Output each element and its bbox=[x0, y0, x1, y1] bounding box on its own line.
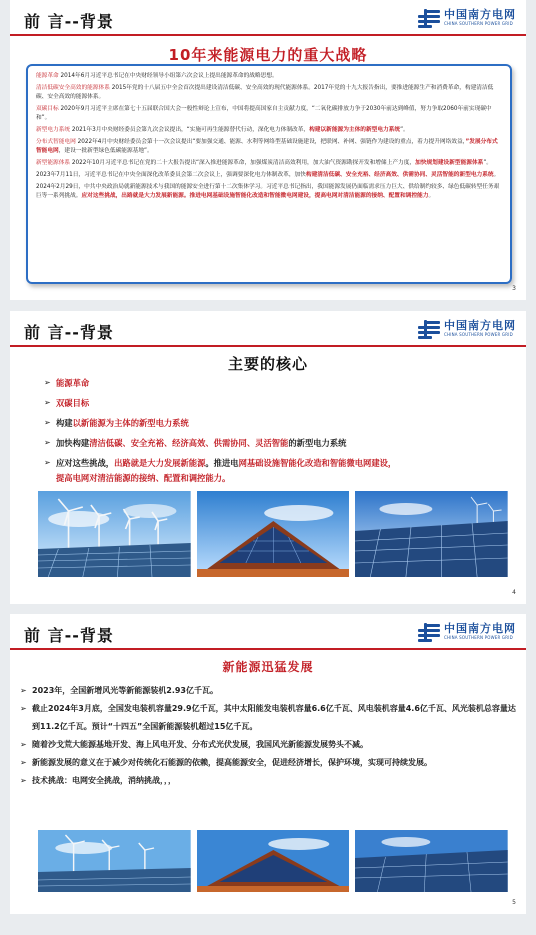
list-item: ➢ 加快构建清洁低碳、安全充裕、经济高效、供需协同、灵活智能的新型电力系统 bbox=[44, 433, 514, 453]
logo-en-text: CHINA SOUTHERN POWER GRID bbox=[444, 332, 513, 337]
section-title: 前 言--背景 bbox=[24, 626, 114, 645]
csg-logo bbox=[418, 9, 516, 27]
solar-roof-photo bbox=[197, 830, 350, 892]
page-number: 3 bbox=[512, 285, 516, 292]
strategy-paragraph: 能源革命 2014年6月习近平总书记在中央财经领导小组第六次会议上提出能源革命的战略思想。 bbox=[36, 73, 278, 79]
list-item: ➢ 2023年，全国新增风光等新能源装机2.93亿千瓦。 bbox=[20, 682, 518, 700]
section-title: 前 言--背景 bbox=[24, 12, 114, 31]
csg-logo-icon bbox=[418, 623, 440, 641]
development-list bbox=[20, 682, 518, 790]
list-item: ➢ 截止2024年3月底，全国发电装机容量29.9亿千瓦，其中太阳能发电装机容量6.6亿千瓦、风电装机容量4.6亿千瓦、风光装机总容量达到11.2亿千瓦。预计“十四五”全国新能源装机超过15亿千瓦。 bbox=[20, 700, 518, 736]
strategy-paragraph: 2024年2月29日，中共中央政治局就新能源技术与我国的能源安全进行第十二次集体学习。习近平总书记指出，我国能源发展仍面临需求压力巨大、供给制约较多、绿色低碳转型任务艰巨等一系列挑战。应对这些挑战，出路就是大力发展新能源。推进电网基础设施智能化改造和智能微电网建设，提高电网对清洁能源的接纳、配置和调控能力。 bbox=[36, 184, 500, 199]
page-number: 5 bbox=[512, 899, 516, 906]
list-item: ➢ 随着沙戈荒大能源基地开发、海上风电开发、分布式光伏发展，我国风光新能源发展势头不减。 bbox=[20, 736, 518, 754]
logo-cn-text: 中国南方电网 bbox=[444, 319, 516, 332]
photo-strip bbox=[38, 830, 508, 892]
logo-en-text: CHINA SOUTHERN POWER GRID bbox=[444, 635, 513, 640]
strategy-box bbox=[26, 64, 512, 284]
csg-logo bbox=[418, 320, 516, 338]
strategy-paragraph: 2023年7月11日，习近平总书记在中央全面深化改革委员会第二次会议上，强调要深化电力体制改革，加快构建清洁低碳、安全充裕、经济高效、供需协同、灵活智能的新型电力系统。 bbox=[36, 172, 500, 178]
logo-cn-text: 中国南方电网 bbox=[444, 8, 516, 21]
logo-en-text: CHINA SOUTHERN POWER GRID bbox=[444, 21, 513, 26]
slide-heading: 10年来能源电力的重大战略 bbox=[168, 46, 368, 64]
photo-strip bbox=[38, 491, 508, 577]
slide-5 bbox=[10, 614, 526, 914]
page-number: 4 bbox=[512, 589, 516, 596]
strategy-paragraph: 清洁低碳安全高效的能源体系 2015年党的十八届五中全会首次提出建设清洁低碳、安全高效的现代能源体系。2017年党的十九大报告指出，要推进能源生产和消费革命，构建清洁低碳、安全高效的能源体系。 bbox=[36, 85, 494, 100]
strategy-paragraph: 分布式智能电网 2022年4月中央财经委员会第十一次会议提出“要加强交通、能源、水利等网络型基础设施建设，把联网、补网、强链作为建设的重点，着力提升网络效益，”发展分布式智能电网，建设一批新型绿色低碳能源基地”。 bbox=[36, 139, 498, 154]
solar-roof-photo bbox=[197, 491, 350, 577]
slide-header bbox=[10, 311, 526, 347]
solar-panels-photo bbox=[355, 491, 508, 577]
strategy-paragraph: 新型电力系统 2021年3月中央财经委员会第九次会议提出，“实施可再生能源替代行动，深化电力体制改革，构建以新能源为主体的新型电力系统”。 bbox=[36, 127, 409, 133]
list-item-continuation: 提高电网对清洁能源的接纳、配置和调控能力。 bbox=[56, 473, 231, 483]
csg-logo-icon bbox=[418, 320, 440, 338]
list-item: ➢ 能源革命 bbox=[44, 373, 514, 393]
wind-turbines-photo bbox=[38, 830, 191, 892]
strategy-paragraph: 双碳目标 2020年9月习近平主席在第七十五届联合国大会一般性辩论上宣布，中国将提高国家自主贡献力度，“二氧化碳排放力争于2030年前达到峰值，努力争取2060年前实现碳中和”。 bbox=[36, 106, 492, 121]
logo-cn-text: 中国南方电网 bbox=[444, 622, 516, 635]
strategy-paragraph: 新型能源体系 2022年10月习近平总书记在党的二十大报告提出“深入推进能源革命，加强煤炭清洁高效利用，加大油气资源勘探开发和增储上产力度，加快规划建设新型能源体系”。 bbox=[36, 160, 492, 166]
wind-turbines-photo bbox=[38, 491, 191, 577]
slide-header bbox=[10, 0, 526, 36]
slide-4 bbox=[10, 311, 526, 604]
solar-panels-photo bbox=[355, 830, 508, 892]
list-item: ➢ 应对这些挑战，出路就是大力发展新能源。推进电网基础设施智能化改造和智能微电网建设， 提高电网对清洁能源的接纳、配置和调控能力。 bbox=[44, 453, 514, 486]
list-item: ➢ 构建以新能源为主体的新型电力系统 bbox=[44, 413, 514, 433]
slide-heading: 主要的核心 bbox=[227, 355, 308, 373]
slide-heading: 新能源迅猛发展 bbox=[222, 660, 314, 674]
list-item: ➢ 双碳目标 bbox=[44, 393, 514, 413]
core-list bbox=[44, 373, 514, 486]
csg-logo bbox=[418, 623, 516, 641]
list-item: ➢ 新能源发展的意义在于减少对传统化石能源的依赖，提高能源安全，促进经济增长，保护环境，实现可持续发展。 bbox=[20, 754, 518, 772]
slide-3 bbox=[10, 0, 526, 300]
section-title: 前 言--背景 bbox=[24, 323, 114, 342]
slide-header bbox=[10, 614, 526, 650]
csg-logo-icon bbox=[418, 9, 440, 27]
list-item: ➢ 技术挑战：电网安全挑战，消纳挑战，，， bbox=[20, 772, 518, 790]
